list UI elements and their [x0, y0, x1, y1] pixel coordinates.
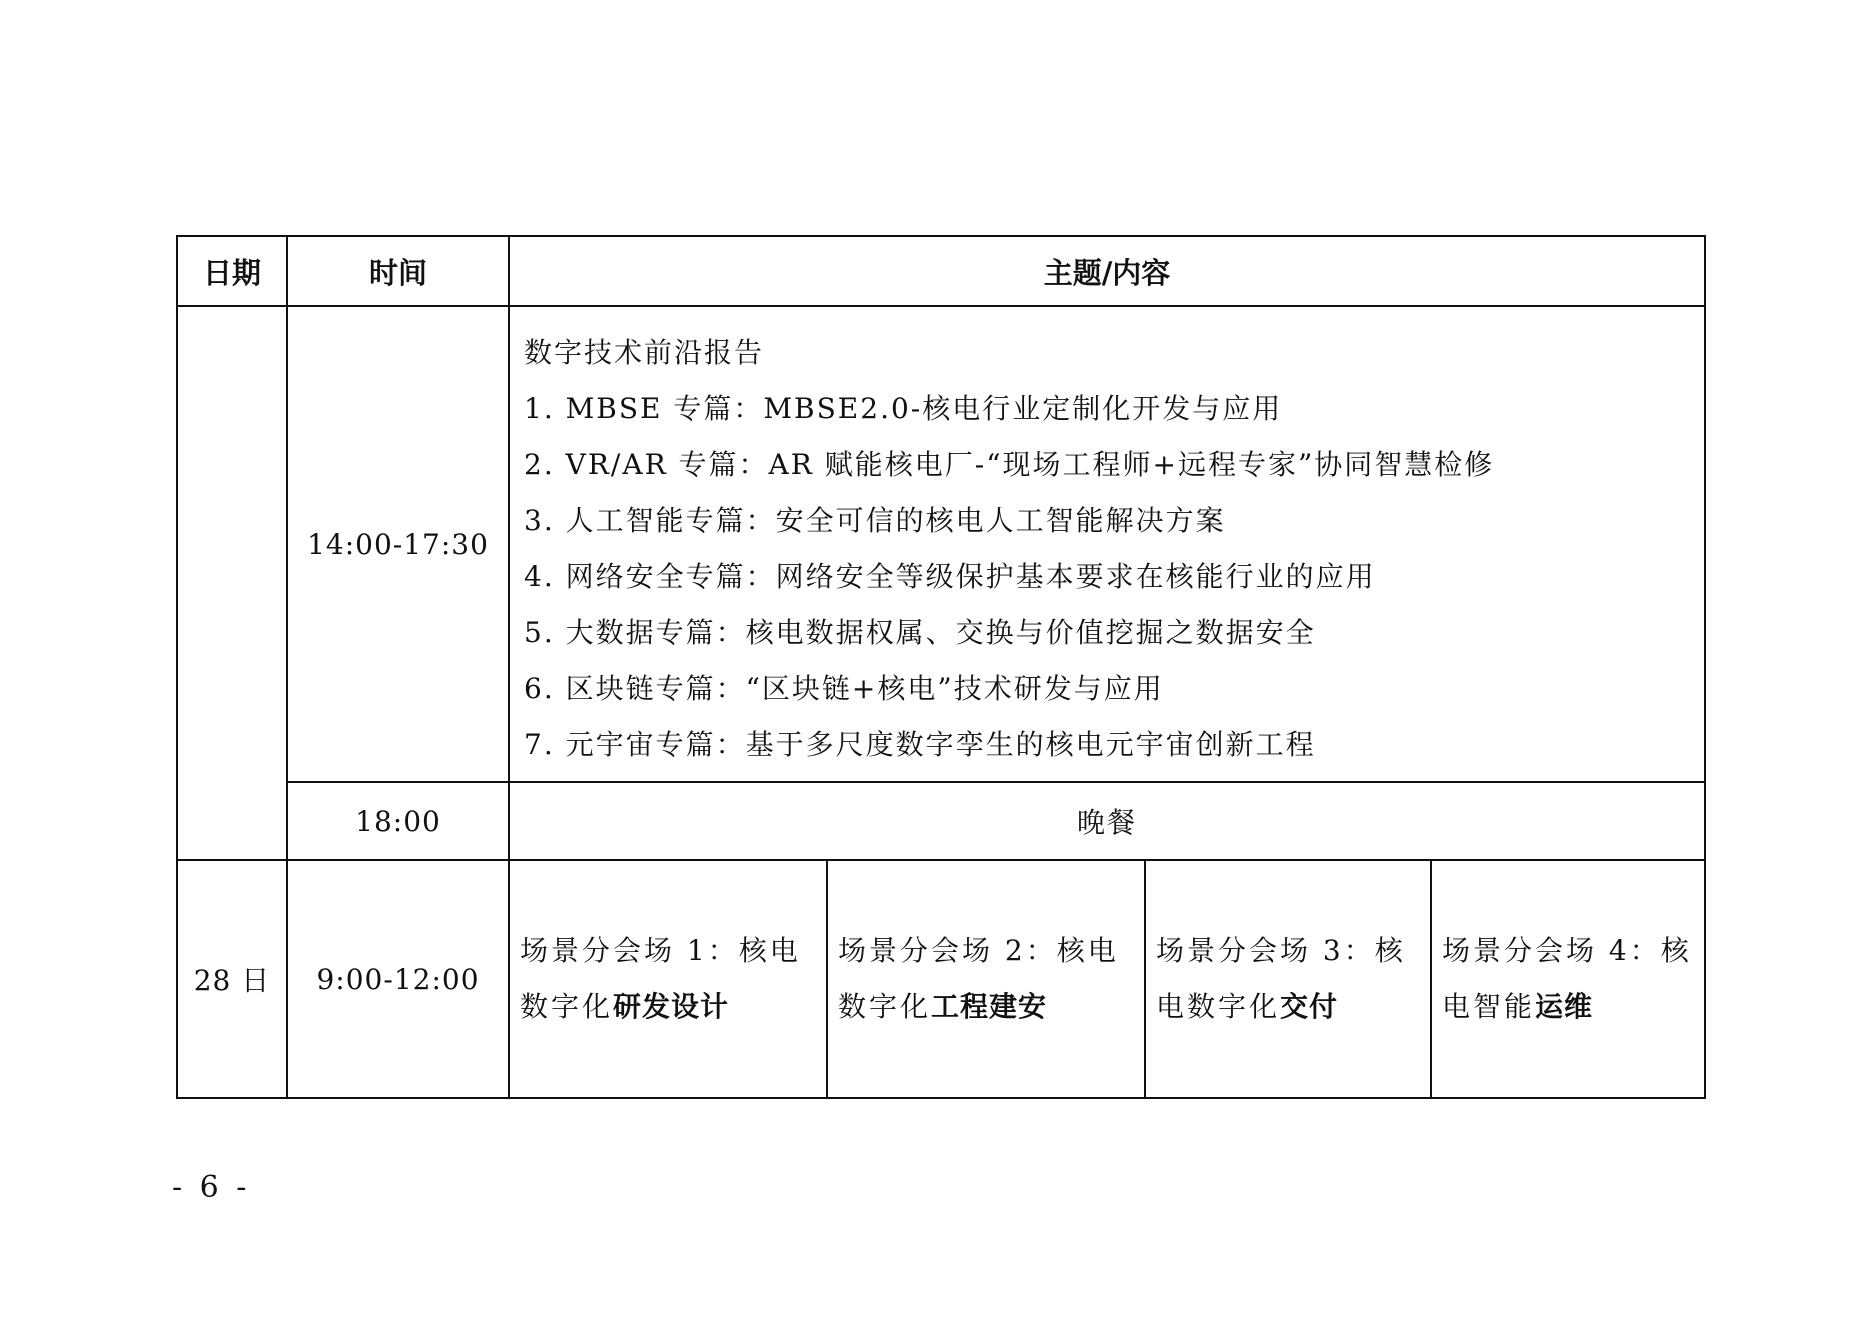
table-row: [177, 306, 1705, 782]
session-highlight: 运维: [1535, 990, 1594, 1023]
content-line: 3. 人工智能专篇：安全可信的核电人工智能解决方案: [524, 504, 1226, 537]
session-cell-3: [1145, 860, 1431, 1098]
date-cell: 28 日: [177, 860, 287, 1098]
content-line: 4. 网络安全专篇：网络安全等级保护基本要求在核能行业的应用: [524, 560, 1376, 593]
header-row: [177, 236, 1705, 306]
schedule-table: [176, 235, 1706, 1099]
date-cell-empty: [177, 306, 287, 860]
header-date: 日期: [177, 236, 287, 306]
session-prefix: 场景分会场 4：核电智能: [1442, 934, 1692, 1023]
header-time: 时间: [287, 236, 509, 306]
time-cell: 18:00: [287, 782, 509, 860]
session-prefix: 场景分会场 3：核电数字化: [1156, 934, 1406, 1023]
session-cell-2: [827, 860, 1145, 1098]
content-line: 6. 区块链专篇：“区块链+核电”技术研发与应用: [524, 672, 1164, 705]
session-cell-1: [509, 860, 827, 1098]
session-prefix: 场景分会场 2：核电数字化: [838, 934, 1119, 1023]
content-cell: [509, 306, 1705, 782]
session-highlight: 工程建安: [931, 990, 1048, 1023]
session-highlight: 研发设计: [613, 990, 730, 1023]
content-line: 5. 大数据专篇：核电数据权属、交换与价值挖掘之数据安全: [524, 616, 1316, 649]
content-line: 7. 元宇宙专篇：基于多尺度数字孪生的核电元宇宙创新工程: [524, 728, 1316, 761]
session-cell-4: [1431, 860, 1705, 1098]
session-highlight: 交付: [1280, 990, 1339, 1023]
page-number: - 6 -: [172, 1170, 251, 1205]
time-cell: 9:00-12:00: [287, 860, 509, 1098]
content-line: 2. VR/AR 专篇：AR 赋能核电厂-“现场工程师+远程专家”协同智慧检修: [524, 448, 1495, 481]
table-row: [177, 860, 1705, 1098]
time-cell: 14:00-17:30: [287, 306, 509, 782]
table-row: [177, 782, 1705, 860]
content-line: 数字技术前沿报告: [524, 336, 765, 369]
dinner-cell: 晚餐: [509, 782, 1705, 860]
content-line: 1. MBSE 专篇：MBSE2.0-核电行业定制化开发与应用: [524, 392, 1283, 425]
header-topic: 主题/内容: [509, 236, 1705, 306]
session-prefix: 场景分会场 1：核电数字化: [520, 934, 801, 1023]
